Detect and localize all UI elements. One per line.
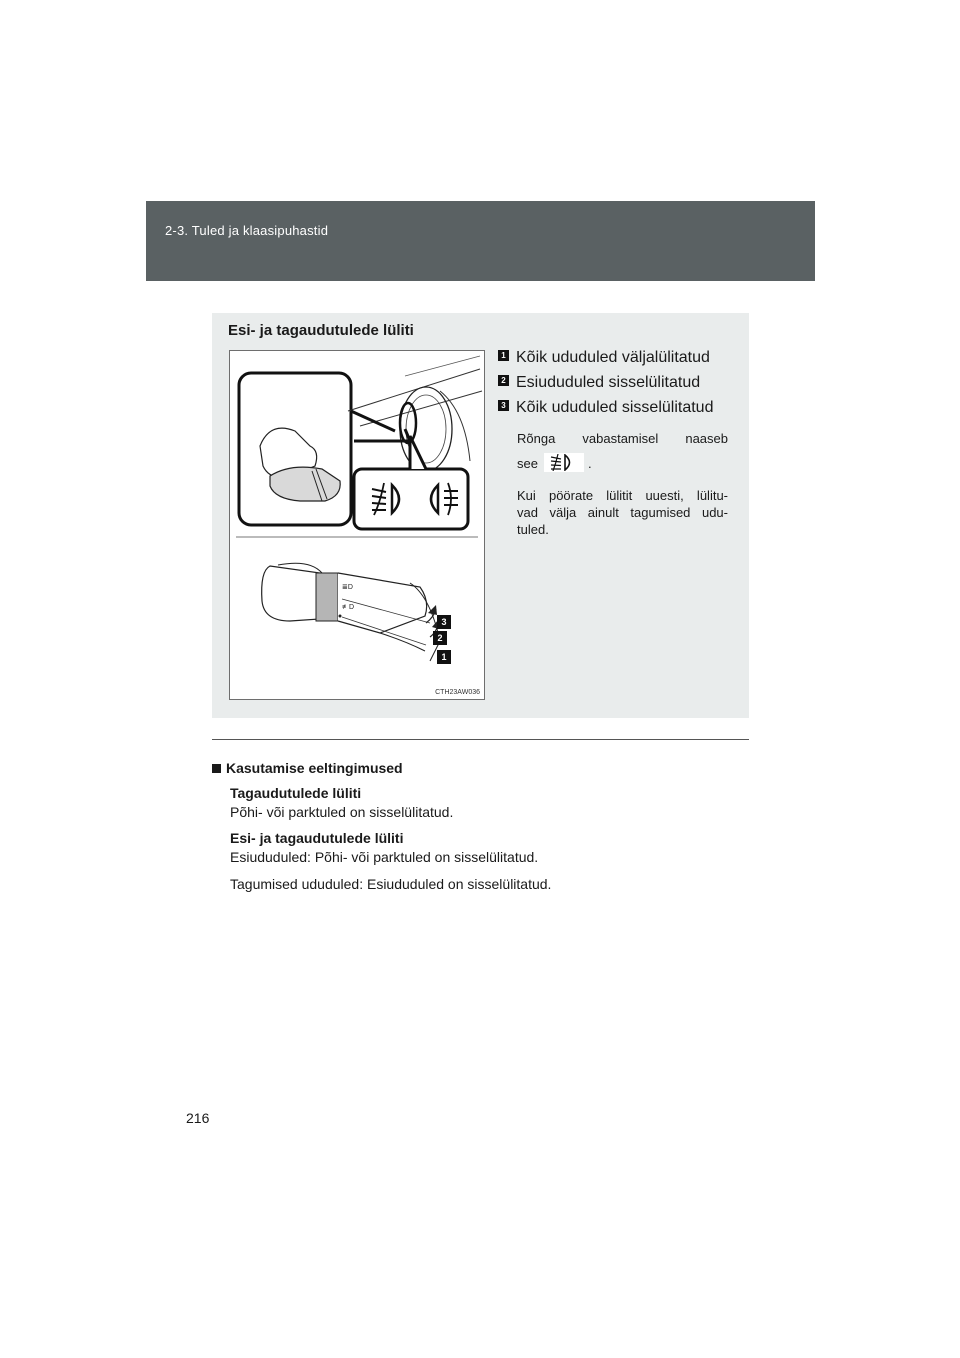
svg-text:≣D: ≣D xyxy=(342,584,353,591)
rear-switch-text: Põhi- või parktuled on sisselülitatud. xyxy=(230,804,454,820)
legend-number-badge: 3 xyxy=(498,400,509,411)
note-prefix: see xyxy=(517,456,538,471)
note-second-line-3: tuled. xyxy=(517,522,549,537)
rear-switch-title: Tagaudutulede lüliti xyxy=(230,785,362,801)
both-switch-title: Esi- ja tagaudutulede lüliti xyxy=(230,830,404,846)
bullet-square-icon xyxy=(212,764,221,773)
requirements-heading xyxy=(212,760,403,776)
legend-text: Esiududuled sisselülitatud xyxy=(516,374,701,391)
note-suffix: . xyxy=(587,456,592,471)
legend-number-badge: 1 xyxy=(498,350,509,361)
figure-badge-3: 3 xyxy=(437,615,451,629)
legend-text: Kõik ududuled sisselülitatud xyxy=(516,399,714,416)
note-second-line-2: vad välja ainult tagumised udu- xyxy=(517,505,728,520)
legend-text: Kõik ududuled väljalülitatud xyxy=(516,349,710,366)
legend-item xyxy=(498,348,710,368)
rear-fog-requirement: Tagumised ududuled: Esiududuled on sisselülitatud. xyxy=(230,876,552,892)
fog-switch-drawing xyxy=(230,351,484,699)
figure-badge-2: 2 xyxy=(433,631,447,645)
steering-wheel-icon xyxy=(400,387,452,471)
note-return-icon-line xyxy=(517,455,728,474)
front-fog-requirement: Esiududuled: Põhi- või parktuled on sisselülitatud. xyxy=(230,849,539,865)
legend-number-badge: 2 xyxy=(498,375,509,386)
section-divider xyxy=(212,739,749,740)
note-return-line: Rõnga vabastamisel naaseb xyxy=(517,431,728,446)
page-number: 216 xyxy=(186,1110,210,1126)
panel-title: Esi- ja tagaudutulede lüliti xyxy=(228,322,414,339)
figure-badge-1: 1 xyxy=(437,650,451,664)
requirements-heading-text: Kasutamise eeltingimused xyxy=(226,760,403,776)
section-title: 2-3. Tuled ja klaasipuhastid xyxy=(165,223,329,238)
section-header-bar xyxy=(146,201,815,281)
legend-item xyxy=(498,373,700,393)
figure-code: CTH23AW036 xyxy=(435,689,480,696)
legend-item xyxy=(498,398,713,418)
svg-text:≢D: ≢D xyxy=(342,604,355,611)
front-fog-inline-icon xyxy=(544,453,584,472)
note-second-line-1: Kui pöörate lülitit uuesti, lülitu- xyxy=(517,488,728,503)
switch-illustration xyxy=(229,350,485,700)
lever-drawing xyxy=(262,563,440,661)
fog-ring-icon xyxy=(316,573,338,621)
